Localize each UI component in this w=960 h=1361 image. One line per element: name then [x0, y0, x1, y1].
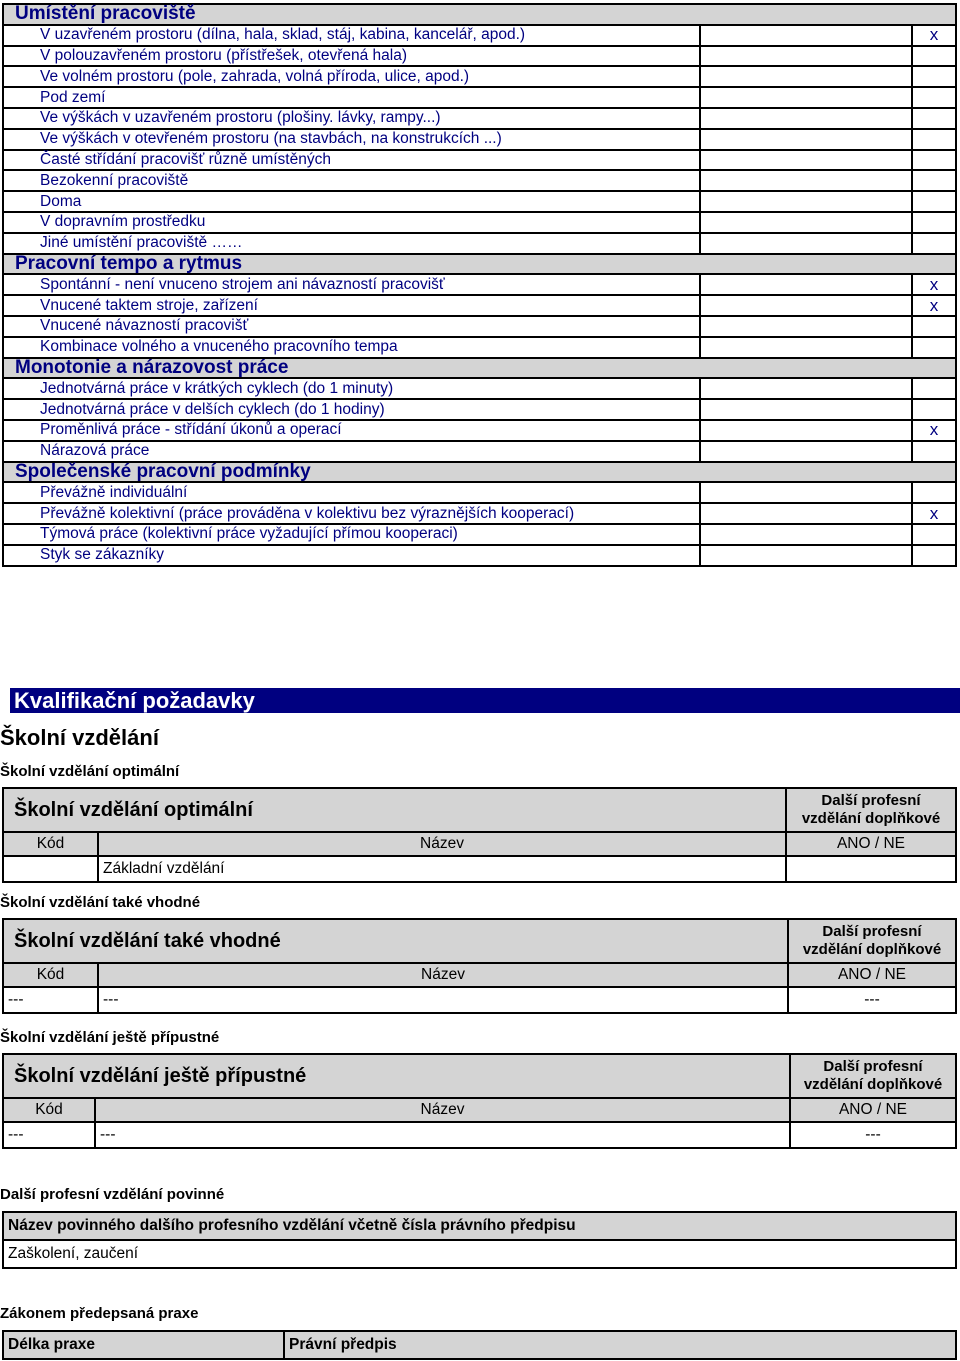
practice-table: [2, 1330, 957, 1360]
mandatory-caption: Další profesní vzdělání povinné: [0, 1186, 225, 1203]
section-title: Společenské pracovní podmínky: [3, 462, 956, 483]
condition-mark: x: [912, 25, 956, 46]
block-title: Školní vzdělání ještě přípustné: [3, 1054, 790, 1098]
condition-label: Styk se zákazníky: [3, 545, 700, 566]
extra-line-2: vzdělání doplňkové: [803, 1076, 943, 1093]
condition-spacer: [700, 191, 912, 212]
condition-row: [3, 378, 956, 399]
condition-spacer: [700, 66, 912, 87]
condition-spacer: [700, 337, 912, 358]
condition-label: Ve volném prostoru (pole, zahrada, volná příroda, ulice, apod.): [3, 66, 700, 87]
row-yes-no: [786, 856, 956, 882]
condition-row: [3, 337, 956, 358]
condition-row: [3, 233, 956, 254]
section-header: [3, 254, 956, 275]
extra-line-2: vzdělání doplňkové: [802, 941, 942, 958]
col-code: Kód: [3, 963, 98, 987]
condition-spacer: [700, 316, 912, 337]
condition-row: [3, 25, 956, 46]
condition-spacer: [700, 420, 912, 441]
section-title: Pracovní tempo a rytmus: [3, 254, 956, 275]
condition-spacer: [700, 441, 912, 462]
col-name: Název: [98, 963, 788, 987]
suitable-education-table: [2, 918, 957, 1014]
suitable-caption: Školní vzdělání také vhodné: [0, 894, 201, 911]
mandatory-education-table: [2, 1211, 957, 1269]
optimal-caption: Školní vzdělání optimální: [0, 763, 180, 780]
col-code: Kód: [3, 1098, 95, 1122]
condition-label: Jiné umístění pracoviště ……: [3, 233, 700, 254]
condition-label: Vnucené taktem stroje, zařízení: [3, 295, 700, 316]
condition-spacer: [700, 212, 912, 233]
condition-spacer: [700, 274, 912, 295]
condition-spacer: [700, 545, 912, 566]
mandatory-value: Zaškolení, zaučení: [3, 1240, 956, 1268]
condition-mark: x: [912, 295, 956, 316]
condition-label: Týmová práce (kolektivní práce vyžadující přímou kooperaci): [3, 524, 700, 545]
condition-row: [3, 503, 956, 524]
condition-spacer: [700, 129, 912, 150]
condition-mark: [912, 66, 956, 87]
condition-label: V dopravním prostředku: [3, 212, 700, 233]
condition-row: [3, 66, 956, 87]
condition-label: Ve výškách v otevřeném prostoru (na stavbách, na konstrukcích ...): [3, 129, 700, 150]
extra-education-header: [790, 1054, 956, 1098]
row-yes-no: ---: [788, 987, 956, 1013]
row-name: ---: [98, 987, 788, 1013]
block-title: Školní vzdělání optimální: [3, 788, 786, 832]
condition-row: [3, 150, 956, 171]
extra-line-2: vzdělání doplňkové: [801, 810, 941, 827]
condition-spacer: [700, 295, 912, 316]
condition-spacer: [700, 170, 912, 191]
condition-row: [3, 482, 956, 503]
school-education-heading: Školní vzdělání: [0, 725, 159, 750]
condition-label: Doma: [3, 191, 700, 212]
condition-mark: [912, 337, 956, 358]
row-code: ---: [3, 987, 98, 1013]
col-code: Kód: [3, 832, 98, 856]
row-yes-no: ---: [790, 1122, 956, 1148]
row-code: [3, 856, 98, 882]
condition-label: Vnucené návazností pracovišť: [3, 316, 700, 337]
condition-mark: [912, 482, 956, 503]
condition-label: V polouzavřeném prostoru (přístřešek, otevřená hala): [3, 46, 700, 67]
extra-education-header: [788, 919, 956, 963]
condition-row: [3, 524, 956, 545]
condition-row: [3, 420, 956, 441]
row-code: ---: [3, 1122, 95, 1148]
condition-mark: [912, 441, 956, 462]
condition-row: [3, 170, 956, 191]
condition-mark: x: [912, 274, 956, 295]
condition-mark: [912, 399, 956, 420]
condition-row: [3, 87, 956, 108]
condition-label: V uzavřeném prostoru (dílna, hala, sklad, stáj, kabina, kancelář, apod.): [3, 25, 700, 46]
block-title: Školní vzdělání také vhodné: [3, 919, 788, 963]
condition-label: Bezokenní pracoviště: [3, 170, 700, 191]
section-header: [3, 358, 956, 379]
condition-mark: [912, 46, 956, 67]
col-law: Právní předpis: [284, 1331, 956, 1359]
condition-row: [3, 129, 956, 150]
condition-mark: x: [912, 503, 956, 524]
condition-row: [3, 191, 956, 212]
col-yes-no: ANO / NE: [788, 963, 956, 987]
condition-mark: [912, 316, 956, 337]
condition-spacer: [700, 482, 912, 503]
condition-label: Nárazová práce: [3, 441, 700, 462]
condition-spacer: [700, 150, 912, 171]
row-name: ---: [95, 1122, 790, 1148]
practice-caption: Zákonem předepsaná praxe: [0, 1305, 199, 1322]
condition-spacer: [700, 233, 912, 254]
col-name: Název: [98, 832, 786, 856]
condition-spacer: [700, 87, 912, 108]
extra-education-header: [786, 788, 956, 832]
condition-spacer: [700, 25, 912, 46]
condition-spacer: [700, 503, 912, 524]
condition-spacer: [700, 524, 912, 545]
condition-label: Spontánní - není vnuceno strojem ani návazností pracovišť: [3, 274, 700, 295]
condition-mark: [912, 378, 956, 399]
extra-line-1: Další profesní: [821, 792, 921, 809]
condition-row: [3, 212, 956, 233]
section-title: Monotonie a nárazovost práce: [3, 358, 956, 379]
condition-mark: [912, 191, 956, 212]
condition-row: [3, 545, 956, 566]
condition-mark: [912, 129, 956, 150]
mandatory-header: Název povinného dalšího profesního vzdělání včetně čísla právního předpisu: [3, 1212, 956, 1240]
col-name: Název: [95, 1098, 790, 1122]
condition-label: Jednotvárná práce v delších cyklech (do 1 hodiny): [3, 399, 700, 420]
condition-row: [3, 441, 956, 462]
condition-mark: [912, 87, 956, 108]
condition-label: Pod zemí: [3, 87, 700, 108]
optimal-education-table: [2, 787, 957, 883]
section-header: [3, 462, 956, 483]
condition-mark: [912, 524, 956, 545]
condition-row: [3, 295, 956, 316]
extra-line-1: Další profesní: [822, 923, 922, 940]
condition-mark: [912, 108, 956, 129]
condition-row: [3, 274, 956, 295]
permissible-caption: Školní vzdělání ještě přípustné: [0, 1029, 220, 1046]
condition-row: [3, 46, 956, 67]
col-yes-no: ANO / NE: [786, 832, 956, 856]
extra-line-1: Další profesní: [823, 1058, 923, 1075]
col-yes-no: ANO / NE: [790, 1098, 956, 1122]
condition-label: Časté střídání pracovišť různě umístěných: [3, 150, 700, 171]
condition-mark: [912, 545, 956, 566]
condition-label: Převážně kolektivní (práce prováděna v kolektivu bez výraznějších kooperací): [3, 503, 700, 524]
section-title: Umístění pracoviště: [3, 4, 956, 25]
condition-label: Kombinace volného a vnuceného pracovního tempa: [3, 337, 700, 358]
condition-mark: [912, 212, 956, 233]
condition-label: Jednotvárná práce v krátkých cyklech (do 1 minuty): [3, 378, 700, 399]
condition-label: Převážně individuální: [3, 482, 700, 503]
condition-label: Proměnlivá práce - střídání úkonů a operací: [3, 420, 700, 441]
condition-mark: [912, 150, 956, 171]
working-conditions-table: [2, 3, 957, 567]
row-name: Základní vzdělání: [98, 856, 786, 882]
condition-spacer: [700, 378, 912, 399]
condition-row: [3, 108, 956, 129]
condition-row: [3, 399, 956, 420]
condition-mark: [912, 170, 956, 191]
condition-mark: [912, 233, 956, 254]
permissible-education-table: [2, 1053, 957, 1149]
condition-spacer: [700, 399, 912, 420]
condition-spacer: [700, 108, 912, 129]
condition-mark: x: [912, 420, 956, 441]
col-practice-length: Délka praxe: [3, 1331, 284, 1359]
section-header: [3, 4, 956, 25]
condition-label: Ve výškách v uzavřeném prostoru (plošiny. lávky, rampy...): [3, 108, 700, 129]
condition-row: [3, 316, 956, 337]
condition-spacer: [700, 46, 912, 67]
qualification-heading: Kvalifikační požadavky: [10, 688, 960, 713]
